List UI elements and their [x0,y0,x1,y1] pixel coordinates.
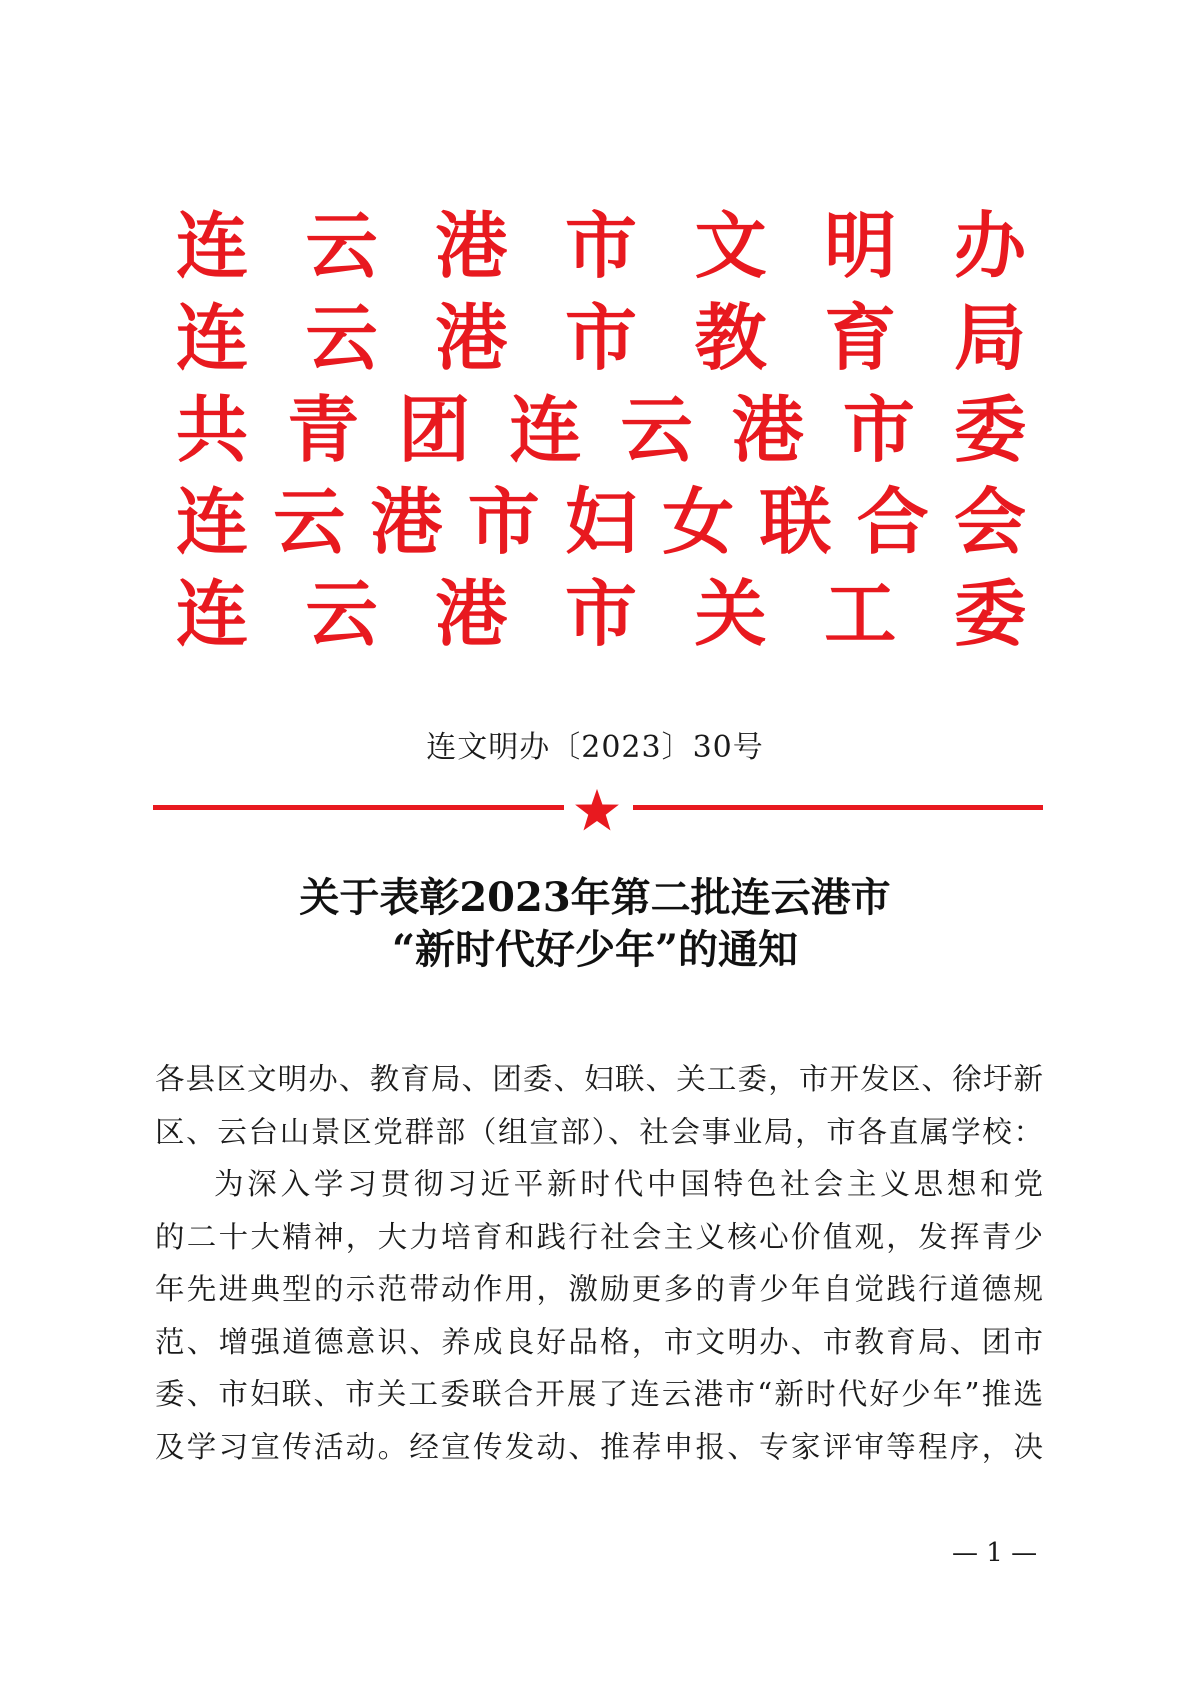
issuer-char: 云 [620,387,693,472]
body-text [155,1053,1043,1473]
issuer-char: 云 [273,479,346,564]
issuer-char: 关 [694,571,767,656]
issuer-char: 会 [954,479,1027,564]
issuer-char: 团 [398,387,471,472]
issuer-char: 市 [564,295,637,380]
issuer-char: 云 [305,295,378,380]
red-divider-left [153,805,564,810]
issuer-header [176,200,1026,660]
body-line: 区、云台山景区党群部（组宣部）、社会事业局，市各直属学校： [155,1114,1043,1149]
issuer-char: 市 [564,203,637,288]
issuer-char: 委 [953,571,1026,656]
issuer-char: 港 [435,203,508,288]
star-icon [574,787,620,833]
issuer-char: 港 [370,479,443,564]
issuer-char: 女 [662,479,735,564]
issuer-char: 共 [176,387,249,472]
body-line: 为深入学习贯彻习近平新时代中国特色社会主义思想和党 [214,1167,1043,1201]
issuer-char: 联 [759,479,832,564]
body-line: 的二十大精神，大力培育和践行社会主义核心价值观，发挥青少 [155,1219,1043,1254]
issuer-row-5 [176,568,1026,660]
issuer-char: 妇 [565,479,638,564]
issuer-char: 港 [435,571,508,656]
issuer-char: 云 [305,203,378,288]
document-number: 连文明办〔2023〕30号 [426,730,764,765]
issuer-char: 港 [435,295,508,380]
issuer-char: 港 [731,387,804,472]
issuer-char: 文 [694,203,767,288]
issuer-char: 教 [694,295,767,380]
issuer-char: 连 [176,479,249,564]
issuer-char: 市 [467,479,540,564]
issuer-char: 青 [287,387,360,472]
title-line-1: 关于表彰2023年第二批连云港市 [299,874,891,921]
issuer-char: 办 [953,203,1026,288]
issuer-char: 连 [176,203,249,288]
page-number: — 1 — [952,1538,1038,1568]
title-line-2: “新时代好少年”的通知 [391,926,798,973]
body-line: 各县区文明办、教育局、团委、妇联、关工委，市开发区、徐圩新 [155,1062,1043,1096]
issuer-char: 委 [953,387,1026,472]
body-line: 及学习宣传活动。经宣传发动、推荐申报、专家评审等程序，决 [155,1429,1043,1464]
issuer-row-1 [176,200,1026,292]
body-line: 年先进典型的示范带动作用，激励更多的青少年自觉践行道德规 [155,1272,1043,1306]
issuer-char: 连 [176,295,249,380]
issuer-char: 市 [564,571,637,656]
document-title [0,872,1190,976]
issuer-char: 育 [824,295,897,380]
issuer-row-3 [176,384,1026,476]
issuer-char: 合 [856,479,929,564]
issuer-row-2 [176,292,1026,384]
issuer-char: 连 [176,571,249,656]
issuer-char: 工 [824,571,897,656]
body-line: 范、增强道德意识、养成良好品格，市文明办、市教育局、团市 [155,1324,1043,1359]
body-line: 委、市妇联、市关工委联合开展了连云港市“新时代好少年”推选 [155,1377,1043,1411]
issuer-char: 云 [305,571,378,656]
issuer-char: 局 [953,295,1026,380]
issuer-char: 明 [824,203,897,288]
issuer-char: 市 [842,387,915,472]
red-divider-right [633,805,1043,810]
issuer-char: 连 [509,387,582,472]
issuer-row-4 [176,476,1026,568]
